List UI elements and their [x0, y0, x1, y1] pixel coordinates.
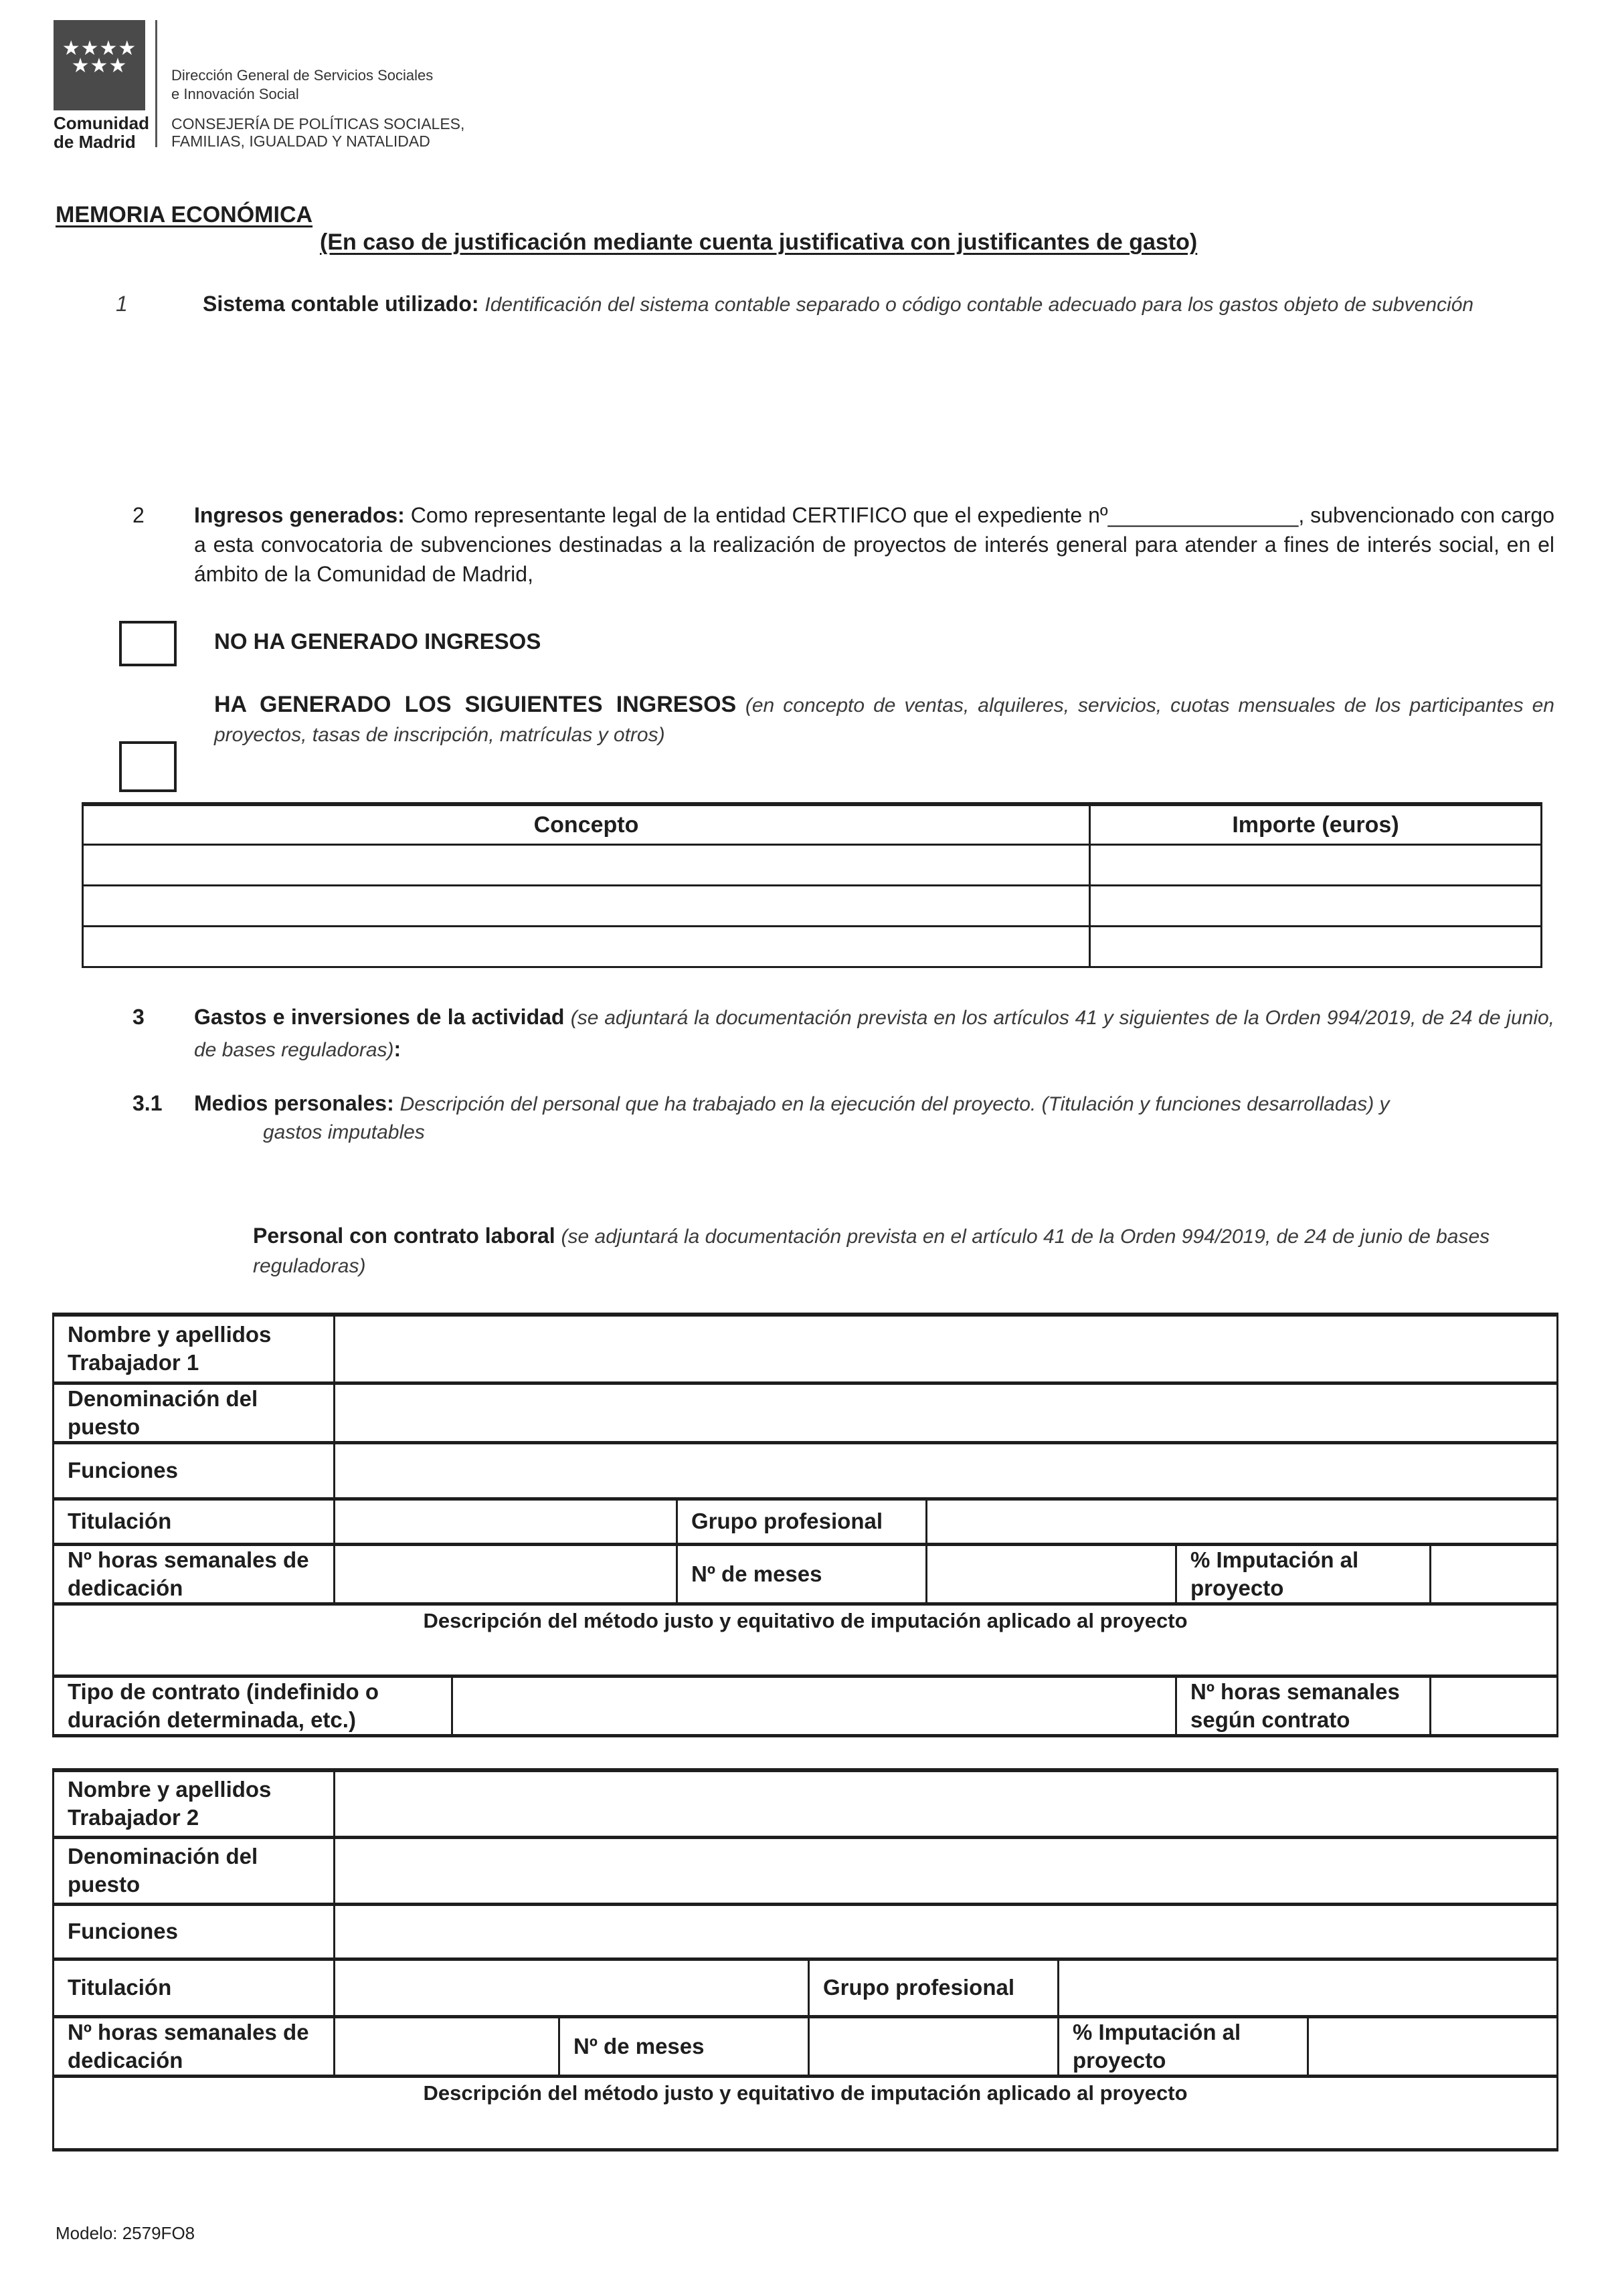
denominacion-label: Denominación del puesto	[54, 1383, 335, 1442]
denominacion-field[interactable]	[335, 1383, 1558, 1442]
metodo-imputacion-cell[interactable]	[54, 2076, 1558, 2149]
section-3-1-description-line2: gastos imputables	[263, 1121, 425, 1143]
horas-dedicacion-label: Nº horas semanales de dedicación	[54, 2016, 335, 2076]
concepto-cell[interactable]	[83, 885, 1090, 926]
section-3-note: (se adjuntará la documentación prevista en los artículos 41 y siguientes de la Orden 994/2019, de 24 de junio, de bases reguladoras)	[194, 1007, 1555, 1061]
section-1	[106, 289, 1554, 320]
concepto-cell[interactable]	[83, 926, 1090, 967]
horas-dedicacion-label: Nº horas semanales de dedicación	[54, 1544, 335, 1604]
denominacion-label: Denominación del puesto	[54, 1837, 335, 1904]
section-3-1-description: Descripción del personal que ha trabajado en la ejecución del proyecto. (Titulación y funciones desarrolladas) y	[399, 1093, 1390, 1115]
funciones-field[interactable]	[335, 1442, 1558, 1499]
metodo-imputacion-cell[interactable]	[54, 1604, 1558, 1676]
section-1-heading: Sistema contable utilizado:	[203, 292, 479, 316]
personal-contrato-heading-block	[253, 1222, 1554, 1280]
grupo-profesional-label: Grupo profesional	[677, 1499, 927, 1544]
section-3-1	[132, 1089, 1554, 1147]
nombre-field[interactable]	[335, 1770, 1558, 1837]
header-divider	[155, 20, 157, 147]
titulacion-label: Titulación	[54, 1959, 335, 2016]
titulacion-field[interactable]	[335, 1959, 809, 2016]
section-1-number: 1	[116, 292, 128, 316]
importe-cell[interactable]	[1090, 926, 1542, 967]
grupo-profesional-field[interactable]	[927, 1499, 1558, 1544]
section-2-heading: Ingresos generados:	[194, 503, 405, 527]
column-header-importe: Importe (euros)	[1090, 804, 1542, 844]
section-3-1-number: 3.1	[132, 1091, 163, 1115]
funciones-label: Funciones	[54, 1442, 335, 1499]
nombre-label: Nombre y apellidos Trabajador 1	[54, 1315, 335, 1383]
expediente-number-field[interactable]: ________________	[1107, 503, 1299, 527]
org-ministry-line1: CONSEJERÍA DE POLÍTICAS SOCIALES,	[171, 115, 465, 132]
no-ingresos-checkbox[interactable]	[119, 621, 177, 666]
tipo-contrato-label: Tipo de contrato (indefinido o duración determinada, etc.)	[54, 1676, 452, 1735]
horas-contrato-field[interactable]	[1431, 1676, 1558, 1735]
imputacion-label: % Imputación al proyecto	[1059, 2016, 1308, 2076]
modelo-code: Modelo: 2579FO8	[56, 2223, 195, 2243]
section-3: 3 Gastos e inversiones de la actividad (se adjuntará la documentación prevista en los artículos 41 y siguientes de la Orden 994/2019, de 24 de junio, de bases reguladoras):	[132, 1001, 1554, 1066]
imputacion-label: % Imputación al proyecto	[1176, 1544, 1431, 1604]
nombre-label: Nombre y apellidos Trabajador 2	[54, 1770, 335, 1837]
funciones-label: Funciones	[54, 1904, 335, 1959]
section-3-1-heading: Medios personales:	[194, 1091, 394, 1115]
org-directorate-line2: e Innovación Social	[171, 86, 299, 102]
imputacion-field[interactable]	[1308, 2016, 1558, 2076]
no-ingresos-label: NO HA GENERADO INGRESOS	[214, 629, 541, 654]
column-header-concepto: Concepto	[83, 804, 1090, 844]
metodo-imputacion-label: Descripción del método justo y equitativo de imputación aplicado al proyecto	[423, 2081, 1188, 2105]
personal-contrato-note: (se adjuntará la documentación prevista en el artículo 41 de la Orden 994/2019, de 24 de junio de bases reguladoras)	[253, 1226, 1490, 1277]
logo-stars-icon: ★★★★ ★★★	[62, 37, 137, 78]
table-row	[83, 926, 1542, 967]
horas-dedicacion-field[interactable]	[335, 1544, 677, 1604]
table-row	[83, 844, 1542, 885]
logo-name: Comunidad de Madrid	[54, 113, 149, 152]
importe-cell[interactable]	[1090, 844, 1542, 885]
horas-contrato-label: Nº horas semanales según contrato	[1176, 1676, 1431, 1735]
imputacion-field[interactable]	[1431, 1544, 1558, 1604]
org-ministry-line2: FAMILIAS, IGUALDAD Y NATALIDAD	[171, 132, 430, 150]
titulacion-field[interactable]	[335, 1499, 677, 1544]
page-title: MEMORIA ECONÓMICA	[56, 202, 313, 227]
grupo-profesional-field[interactable]	[1059, 1959, 1558, 2016]
sistema-contable-field[interactable]	[106, 355, 1554, 462]
org-directorate-line1: Dirección General de Servicios Sociales	[171, 67, 434, 84]
metodo-imputacion-label: Descripción del método justo y equitativo de imputación aplicado al proyecto	[423, 1608, 1188, 1632]
section-3-number: 3	[132, 1005, 145, 1029]
section-1-description: Identificación del sistema contable separado o código contable adecuado para los gastos objeto de subvención	[484, 294, 1474, 316]
section-2-text: Como representante legal de la entidad CERTIFICO que el expediente nº	[410, 503, 1108, 527]
horas-dedicacion-field[interactable]	[335, 2016, 559, 2076]
meses-label: Nº de meses	[559, 2016, 809, 2076]
si-ingresos-text	[214, 690, 1554, 749]
nombre-field[interactable]	[335, 1315, 1558, 1383]
funciones-field[interactable]	[335, 1904, 1558, 1959]
ingresos-table	[82, 802, 1542, 968]
si-ingresos-label: HA GENERADO LOS SIGUIENTES INGRESOS	[214, 692, 737, 717]
meses-label: Nº de meses	[677, 1544, 927, 1604]
section-2-text-continued: , subvencionado con cargo a esta convocatoria de subvenciones destinadas a la realización de proyectos de interés general para atender a fines de interés social, en el ámbito de la Comunidad de Madrid,	[194, 503, 1555, 586]
importe-cell[interactable]	[1090, 885, 1542, 926]
table-row	[83, 885, 1542, 926]
concepto-cell[interactable]	[83, 844, 1090, 885]
section-2	[132, 500, 1554, 589]
si-ingresos-checkbox[interactable]	[119, 741, 177, 792]
si-ingresos-note: (en concepto de ventas, alquileres, servicios, cuotas mensuales de los participantes en proyectos, tasas de inscripción, matrículas y otros)	[214, 694, 1554, 746]
personal-contrato-heading: Personal con contrato laboral	[253, 1224, 555, 1248]
grupo-profesional-label: Grupo profesional	[809, 1959, 1059, 2016]
meses-field[interactable]	[927, 1544, 1176, 1604]
tipo-contrato-field[interactable]	[452, 1676, 1176, 1735]
meses-field[interactable]	[809, 2016, 1059, 2076]
worker-1-table	[52, 1313, 1558, 1737]
section-2-number: 2	[132, 503, 145, 527]
worker-2-table	[52, 1768, 1558, 2151]
denominacion-field[interactable]	[335, 1837, 1558, 1904]
titulacion-label: Titulación	[54, 1499, 335, 1544]
page-subtitle: (En caso de justificación mediante cuenta justificativa con justificantes de gasto)	[320, 229, 1198, 255]
section-3-heading: Gastos e inversiones de la actividad	[194, 1005, 565, 1029]
